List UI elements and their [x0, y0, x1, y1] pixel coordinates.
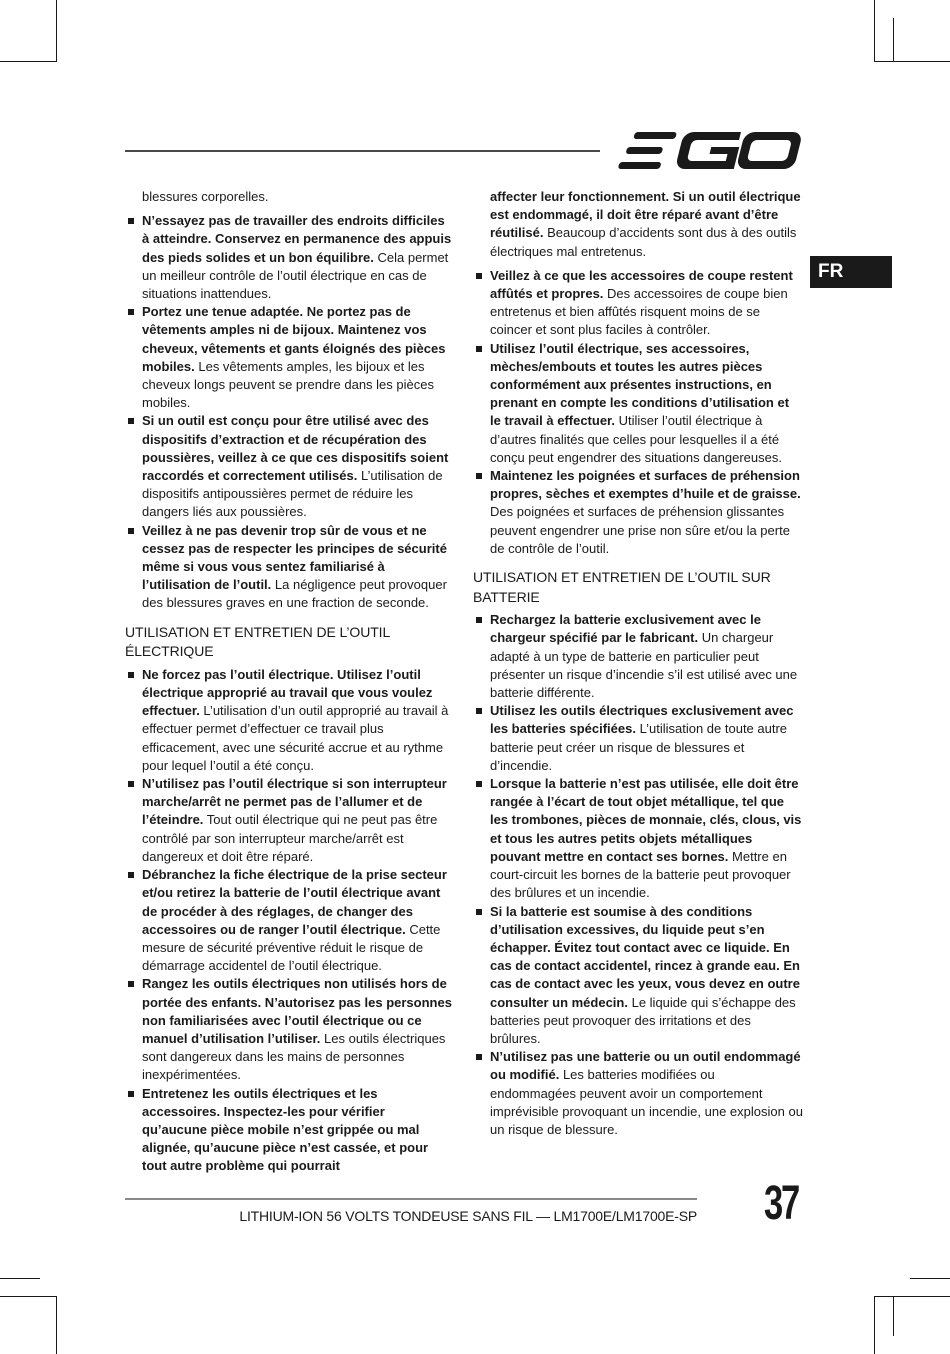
list-item: Veillez à ne pas devenir trop sûr de vous et ne cessez pas de respecter les principes de sécurité même si vous vous sentez familiarisé à l’utilisation de l’outil. La négligence peut provoquer des blessures graves en une fraction de seconde. [125, 522, 453, 613]
crop-mark [874, 1296, 950, 1297]
list-item: Entretenez les outils électriques et les accessoires. Inspectez-les pour vérifier qu’aucune pièce mobile n’est grippée ou mal alignée, qu’aucune pièce n’est cassée, et pour tout autre problème qui pourrait [125, 1085, 453, 1176]
right-column [473, 188, 803, 1139]
list-item: Utilisez l’outil électrique, ses accessoires, mèches/embouts et toutes les autres pièces conformément aux présentes instructions, en prenant en compte les conditions d’utilisation et le travail à effectuer. Utiliser l’outil électrique à d’autres finalités que celles pour lesquelles il a été conçu peut engendrer des situations dangereuses. [473, 340, 803, 467]
crop-mark [910, 1278, 950, 1279]
list-item: Si un outil est conçu pour être utilisé avec des dispositifs d’extraction et de récupération des poussières, veillez à ce que ces dispositifs soient raccordés et correctement utilisés. L’utilisation de dispositifs antipoussières permet de réduire les dangers liés aux poussières. [125, 412, 453, 521]
crop-mark [0, 1278, 40, 1279]
crop-mark [56, 1296, 57, 1354]
header-rule [125, 150, 600, 152]
ego-logo [617, 128, 802, 174]
section-heading: UTILISATION ET ENTRETIEN DE L’OUTIL ÉLECTRIQUE [125, 623, 390, 660]
item-continuation: affecter leur fonctionnement. Si un outil électrique est endommagé, il doit être réparé avant d’être réutilisé. Beaucoup d’accidents sont dus à des outils électriques mal entretenus. [490, 189, 801, 259]
list-item: Rechargez la batterie exclusivement avec le chargeur spécifié par le fabricant. Un chargeur adapté à un type de batterie en particulier peut présenter un risque d’incendie s’il est utilisé avec une batterie différente. [473, 611, 803, 702]
intro-continuation: blessures corporelles. [142, 189, 269, 204]
list-item: Ne forcez pas l’outil électrique. Utilisez l’outil électrique approprié au travail que vous voulez effectuer. L’utilisation d’un outil approprié au travail à effectuer permet d’effectuer ce travail plus efficacement, avec une sécurité accrue et au rythme pour lequel l’outil a été conçu. [125, 666, 453, 775]
language-tab: FR [810, 256, 892, 288]
list-item: N’utilisez pas l’outil électrique si son interrupteur marche/arrêt ne permet pas de l’allumer et de l’éteindre. Tout outil électrique qui ne peut pas être contrôlé par son interrupteur marche/arrêt est dangereux et doit être réparé. [125, 775, 453, 866]
list-item: Rangez les outils électriques non utilisés hors de portée des enfants. N’autorisez pas les personnes non familiarisées avec l’outil électrique ou ce manuel d’utilisation l’utiliser. Les outils électriques sont dangereux dans les mains de personnes inexpérimentées. [125, 975, 453, 1084]
list-item: Lorsque la batterie n’est pas utilisée, elle doit être rangée à l’écart de tout objet métallique, tel que les trombones, pièces de monnaie, clés, clous, vis et tous les autres petits objets métalliques pouvant mettre en contact ses bornes. Mettre en court-circuit les bornes de la batterie peut provoquer des brûlures et un incendie. [473, 775, 803, 902]
crop-mark [0, 61, 57, 62]
list-item: N’essayez pas de travailler des endroits difficiles à atteindre. Conservez en permanence des appuis des pieds solides et un bon équilibre. Cela permet un meilleur contrôle de l’outil électrique en cas de situations inattendues. [125, 212, 453, 303]
footer-rule [125, 1198, 697, 1200]
list-item: Veillez à ce que les accessoires de coupe restent affûtés et propres. Des accessoires de coupe bien entretenus et bien affûtés risquent moins de se coincer et sont plus faciles à contrôler. [473, 267, 803, 340]
crop-mark [874, 61, 950, 62]
crop-mark [874, 0, 875, 62]
list-item: Utilisez les outils électriques exclusivement avec les batteries spécifiées. L’utilisation de toute autre batterie peut créer un risque de blessures et d’incendie. [473, 702, 803, 775]
list-item: Débranchez la fiche électrique de la prise secteur et/ou retirez la batterie de l’outil électrique avant de procéder à des réglages, de changer des accessoires ou de ranger l’outil électrique. Cette mesure de sécurité préventive réduit le risque de démarrage accidentel de l’outil électrique. [125, 866, 453, 975]
crop-mark [893, 18, 894, 62]
page-number: 37 [764, 1177, 799, 1230]
crop-mark [893, 1296, 894, 1336]
crop-mark [874, 1296, 875, 1354]
footer-title: LITHIUM-ION 56 VOLTS TONDEUSE SANS FIL — LM1700E/LM1700E-SP [239, 1208, 697, 1224]
section-heading: UTILISATION ET ENTRETIEN DE L’OUTIL SUR BATTERIE [473, 569, 771, 605]
left-column [125, 188, 453, 1176]
list-item: Maintenez les poignées et surfaces de préhension propres, sèches et exemptes d’huile et de graisse. Des poignées et surfaces de préhension glissantes peuvent engendrer une prise non sûre et/ou la perte de contrôle de l’outil. [473, 467, 803, 558]
list-item: N’utilisez pas une batterie ou un outil endommagé ou modifié. Les batteries modifiées ou endommagées peuvent avoir un comportement imprévisible provoquant un incendie, une explosion ou un risque de blessure. [473, 1048, 803, 1139]
list-item: Si la batterie est soumise à des conditions d’utilisation excessives, du liquide peut s’en échapper. Évitez tout contact avec ce liquide. En cas de contact accidentel, rincez à grande eau. En cas de contact avec les yeux, vous devez en outre consulter un médecin. Le liquide qui s’échappe des batteries peut provoquer des irritations et des brûlures. [473, 903, 803, 1049]
crop-mark [0, 1296, 57, 1297]
list-item: Portez une tenue adaptée. Ne portez pas de vêtements amples ni de bijoux. Maintenez vos cheveux, vêtements et gants éloignés des pièces mobiles. Les vêtements amples, les bijoux et les cheveux longs peuvent se prendre dans les pièces mobiles. [125, 303, 453, 412]
crop-mark [56, 0, 57, 62]
